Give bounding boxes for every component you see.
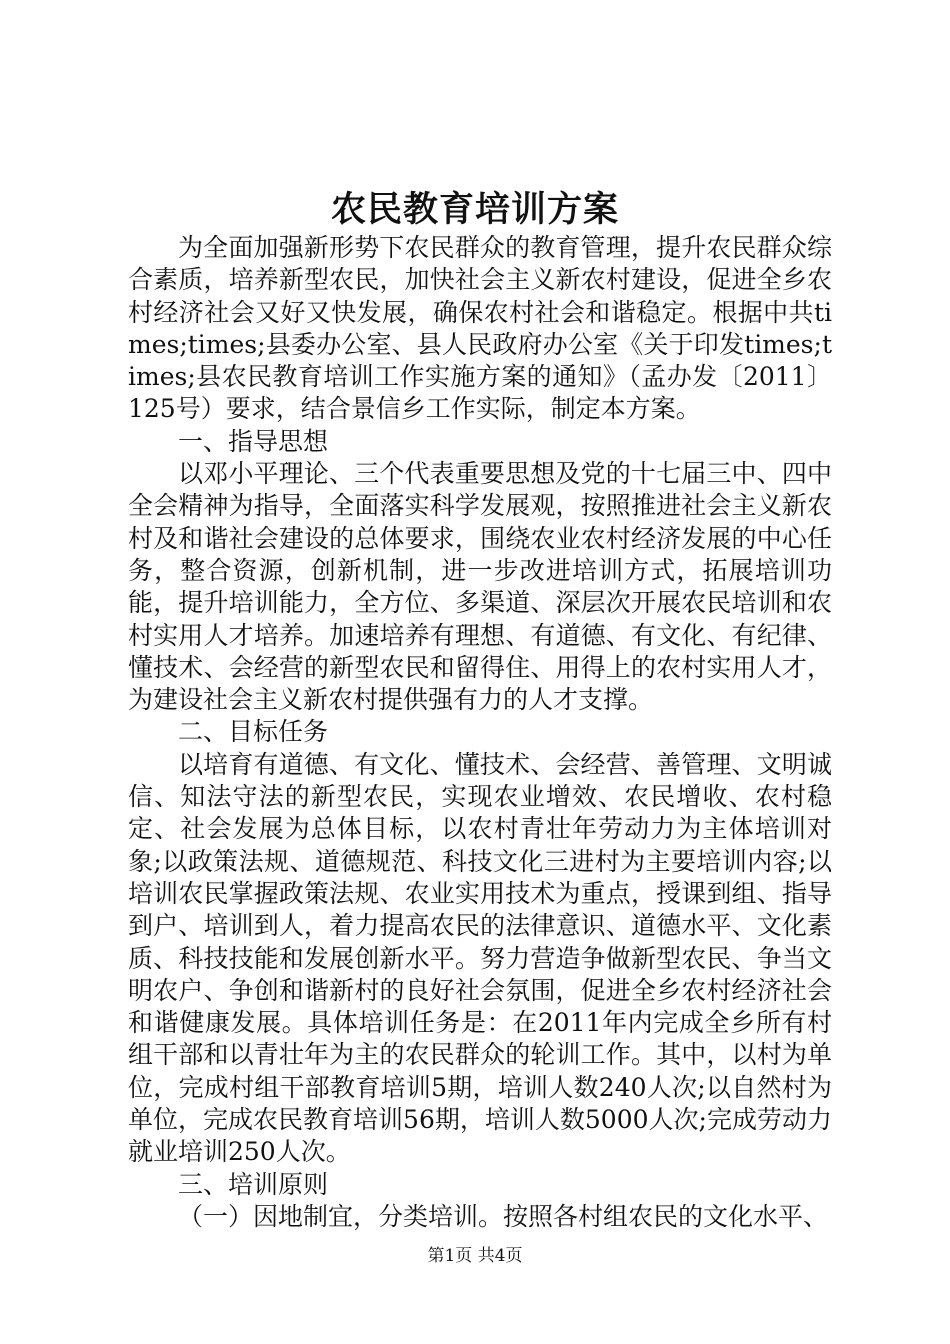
goals-tasks-paragraph: 以培育有道德、有文化、懂技术、会经营、善管理、文明诚信、知法守法的新型农民，实现农业增效、农民增收、农村稳定、社会发展为总体目标，以农村青壮年劳动力为主体培训对象;以政策法规、道德规范、科技文化三进村为主要培训内容;以培训农民掌握政策法规、农业实用技术为重点，授课到组、指导到户、培训到人，着力提高农民的法律意识、道德水平、文化素质、科技技能和发展创新水平。努力营造争做新型农民、争当文明农户、争创和谐新村的良好社会氛围，促进全乡农村经济社会和谐健康发展。具体培训任务是：在2011年内完成全乡所有村组干部和以青壮年为主的农民群众的轮训工作。其中，以村为单位，完成村组干部教育培训5期，培训人数240人次;以自然村为单位，完成农民教育培训56期，培训人数5000人次;完成劳动力就业培训250人次。 <box>128 749 832 1167</box>
section-heading-guiding-ideology: 一、指导思想 <box>178 426 329 456</box>
intro-paragraph: 为全面加强新形势下农民群众的教育管理，提升农民群众综合素质，培养新型农民，加快社会主义新农村建设，促进全乡农村经济社会又好又快发展，确保农村社会和谐稳定。根据中共times;times;县委办公室、县人民政府办公室《关于印发times;times;县农民教育培训工作实施方案的通知》（孟办发〔2011〕125号）要求，结合景信乡工作实际，制定本方案。 <box>128 233 832 424</box>
section-heading-goals-tasks: 二、目标任务 <box>178 717 329 747</box>
page-footer: 第1页 共4页 <box>427 1246 523 1266</box>
principle-one-paragraph: （一）因地制宜，分类培训。按照各村组农民的文化水平、 <box>178 1201 829 1231</box>
section-heading-training-principles: 三、培训原则 <box>178 1169 329 1199</box>
document-title: 农民教育培训方案 <box>330 189 619 230</box>
guiding-ideology-paragraph: 以邓小平理论、三个代表重要思想及党的十七届三中、四中全会精神为指导，全面落实科学发展观，按照推进社会主义新农村及和谐社会建设的总体要求，围绕农业农村经济发展的中心任务，整合资源，创新机制，进一步改进培训方式，拓展培训功能，提升培训能力，全方位、多渠道、深层次开展农民培训和农村实用人才培养。加速培养有理想、有道德、有文化、有纪律、懂技术、会经营的新型农民和留得住、用得上的农村实用人才，为建设社会主义新农村提供强有力的人才支撑。 <box>128 459 832 715</box>
document-body <box>128 232 832 1233</box>
